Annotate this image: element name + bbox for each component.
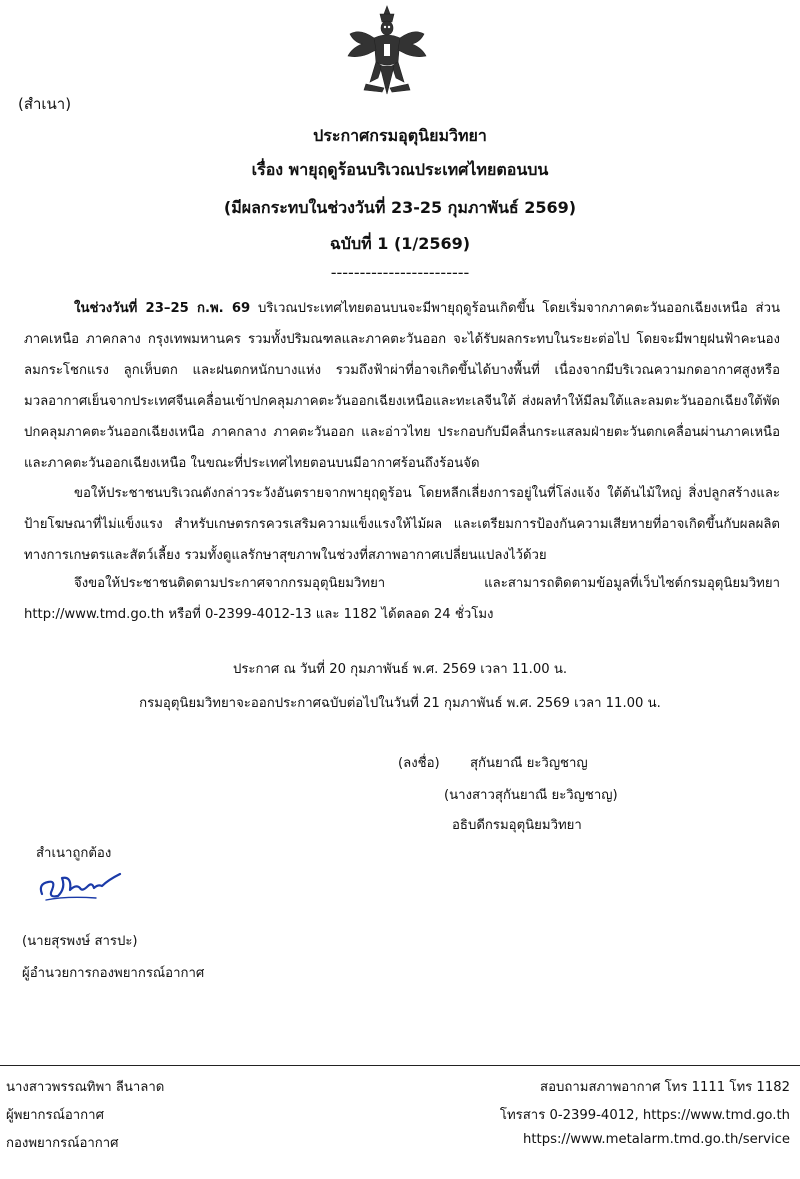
signatory-name: สุกันยาณี ยะวิญชาญ bbox=[470, 756, 588, 771]
paragraph-text: บริเวณประเทศไทยตอนบนจะมีพายุฤดูร้อนเกิดขึ้น โดยเริ่มจากภาคตะวันออกเฉียงเหนือ ส่วนภาคเหนือ ภาคกลาง กรุงเทพมหานคร รวมทั้งปริมณฑลและภาคตะวันออก จะได้รับผลกระทบในระยะต่อไป โดยจะมีพายุฝนฟ้าคะนอง ลมกระโชกแรง ลูกเห็บตก และฝนตกหนักบางแห่ง รวมถึงฟ้าผ่าที่อาจเกิดขึ้นได้บางพื้นที่ เนื่องจากมีบริเวณความกดอากาศสูงหรือมวลอากาศเย็นจากประเทศจีนเคลื่อนเข้าปกคลุมภาคตะวันออกเฉียงเหนือและทะเลจีนใต้ ส่งผลทำให้มีลมใต้และลมตะวันออกเฉียงใต้พัดปกคลุมภาคตะวันออกเฉียงเหนือ ภาคกลาง ภาคตะวันออก และอ่าวไทย ประกอบกับมีคลื่นกระแสลมฝ่ายตะวันตกเคลื่อนผ่านภาคเหนือและภาคตะวันออกเฉียงเหนือ ในขณะที่ประเทศไทยตอนบนมีอากาศร้อนถึงร้อนจัด bbox=[24, 301, 780, 471]
signature-label: (ลงชื่อ) bbox=[398, 756, 440, 771]
copy-tag: (สำเนา) bbox=[18, 95, 72, 113]
document-subject: เรื่อง พายุฤดูร้อนบริเวณประเทศไทยตอนบน bbox=[251, 160, 549, 179]
body-paragraph-1 bbox=[24, 293, 780, 479]
signatory-full-name: (นางสาวสุกันยาณี ยะวิญชาญ) bbox=[444, 788, 618, 803]
document-effect-period: (มีผลกระทบในช่วงวันที่ 23-25 กุมภาพันธ์ 2569) bbox=[223, 198, 577, 217]
footer-hotline: สอบถามสภาพอากาศ โทร 1111 โทร 1182 bbox=[540, 1080, 790, 1095]
signatory-position: อธิบดีกรมอุตุนิยมวิทยา bbox=[452, 818, 582, 833]
garuda-emblem-icon bbox=[344, 4, 430, 100]
title-separator: ------------------------ bbox=[330, 263, 470, 282]
announce-date-line: ประกาศ ณ วันที่ 20 กุมภาพันธ์ พ.ศ. 2569 เวลา 11.00 น. bbox=[232, 662, 568, 677]
footer-service-link[interactable]: https://www.metalarm.tmd.go.th/service bbox=[523, 1132, 790, 1147]
certified-copy-label: สำเนาถูกต้อง bbox=[36, 846, 112, 861]
footer-forecaster-name: นางสาวพรรณทิพา ลีนาลาด bbox=[6, 1080, 165, 1095]
footer-division: กองพยากรณ์อากาศ bbox=[6, 1136, 119, 1151]
footer-fax-website: โทรสาร 0-2399-4012, https://www.tmd.go.th bbox=[499, 1108, 790, 1123]
handwritten-signature-icon bbox=[36, 866, 122, 906]
body-paragraph-3: จึงขอให้ประชาชนติดตามประกาศจากกรมอุตุนิยมวิทยา และสามารถติดตามข้อมูลที่เว็บไซต์กรมอุตุนิยมวิทยา http://www.tmd.go.th หรือที่ 0-2399-4012-13 และ 1182 ได้ตลอด 24 ชั่วโมง bbox=[24, 576, 780, 622]
paragraph-lead: ในช่วงวันที่ 23–25 ก.พ. 69 bbox=[74, 301, 251, 316]
document-issue-number: ฉบับที่ 1 (1/2569) bbox=[329, 234, 471, 253]
body-paragraph-2: ขอให้ประชาชนบริเวณดังกล่าวระวังอันตรายจากพายุฤดูร้อน โดยหลีกเลี่ยงการอยู่ในที่โล่งแจ้ง ใต้ต้นไม้ใหญ่ สิ่งปลูกสร้างและป้ายโฆษณาที่ไม่แข็งแรง สำหรับเกษตรกรควรเสริมความแข็งแรงให้ไม้ผล และเตรียมการป้องกันความเสียหายที่อาจเกิดขึ้นกับผลผลิตทางการเกษตรและสัตว์เลี้ยง รวมทั้งดูแลรักษาสุขภาพในช่วงที่สภาพอากาศเปลี่ยนแปลงไว้ด้วย bbox=[24, 486, 780, 563]
next-announcement-line: กรมอุตุนิยมวิทยาจะออกประกาศฉบับต่อไปในวันที่ 21 กุมภาพันธ์ พ.ศ. 2569 เวลา 11.00 น. bbox=[139, 696, 661, 711]
footer-divider bbox=[0, 1065, 800, 1066]
footer-forecaster-role: ผู้พยากรณ์อากาศ bbox=[6, 1108, 104, 1123]
certifier-name: (นายสุรพงษ์ สารปะ) bbox=[22, 934, 138, 949]
certifier-position: ผู้อำนวยการกองพยากรณ์อากาศ bbox=[22, 966, 205, 981]
document-title: ประกาศกรมอุตุนิยมวิทยา bbox=[313, 126, 487, 145]
